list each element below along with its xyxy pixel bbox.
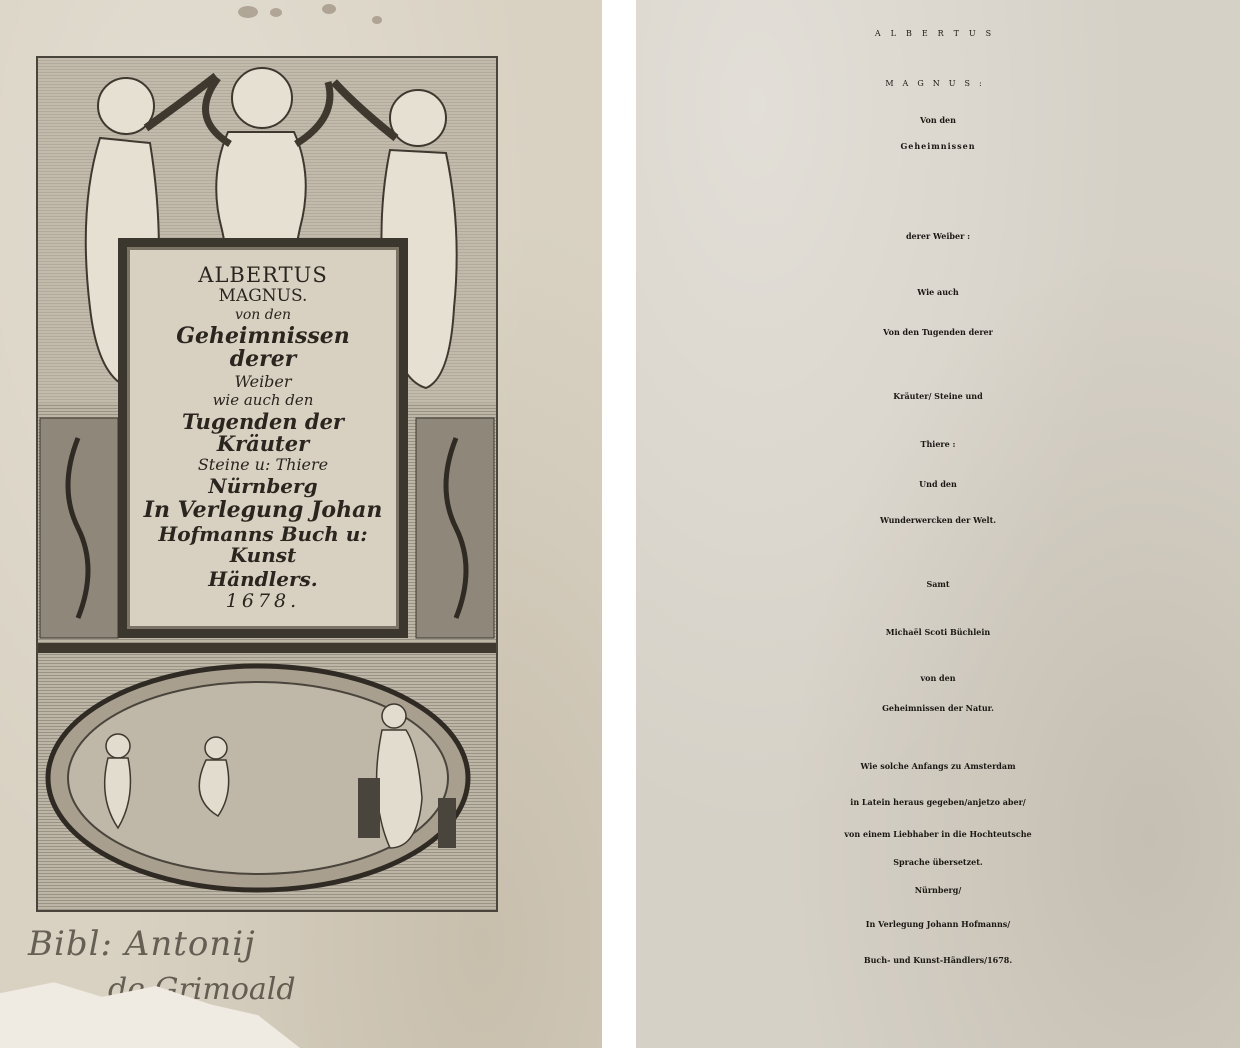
title-line: Und den <box>919 479 957 489</box>
title-line: Kräuter/ Steine und <box>893 391 983 401</box>
frontispiece-line: Nürnberg <box>208 473 318 498</box>
title-line: von einem Liebhaber in die Hochteutsche <box>844 829 1032 839</box>
ink-stain <box>270 8 282 17</box>
title-line-magnus: MAGNUS: <box>885 79 991 88</box>
ink-stain <box>238 6 258 18</box>
frontispiece-line: Steine u: Thiere <box>197 454 329 474</box>
frontispiece-line: wie auch den <box>212 390 314 409</box>
title-line: Von den <box>920 115 956 125</box>
title-line: von den <box>920 673 956 683</box>
frontispiece-title-panel <box>127 247 399 629</box>
inscription-line: Bibl: Antonij <box>28 924 256 964</box>
frontispiece-line: Händlers. <box>208 566 318 591</box>
title-page <box>636 0 1240 1048</box>
frontispiece-line: Tugenden der Kräuter <box>181 408 344 456</box>
title-line: Wie solche Anfangs zu Amsterdam <box>860 761 1016 771</box>
title-line-geheimnissen: Geheimnissen <box>900 141 976 151</box>
frontispiece-line: In Verlegung Johan <box>143 497 383 524</box>
title-line-wunderwercken: Wunderwercken der Welt. <box>879 515 997 525</box>
frontispiece-title-frame <box>118 238 408 638</box>
frontispiece-page <box>0 0 602 1048</box>
title-line-natur: Geheimnissen der Natur. <box>882 703 994 713</box>
title-line: derer Weiber : <box>905 231 971 241</box>
title-line: Samt <box>926 579 950 589</box>
frontispiece-line: MAGNUS. <box>218 286 308 307</box>
frontispiece-engraving <box>36 56 498 912</box>
frontispiece-line: ALBERTUS <box>198 263 328 287</box>
ink-stain <box>372 16 382 24</box>
title-line: Sprache übersetzet. <box>893 857 983 867</box>
title-line: Thiere : <box>920 439 956 449</box>
ink-stain <box>322 4 336 14</box>
frontispiece-line: von den <box>234 307 292 324</box>
title-line-albertus: ALBERTUS <box>874 29 1002 38</box>
frontispiece-line: Hofmanns Buch u: Kunst <box>158 522 368 568</box>
title-line: Von den Tugenden derer <box>883 327 993 337</box>
inscription-line: de Grimoald <box>108 972 296 1007</box>
title-line-place: Nürnberg/ <box>914 885 962 895</box>
frontispiece-line: 1678. <box>225 589 301 612</box>
title-line: Wie auch <box>917 287 959 297</box>
title-line: Michaël Scoti Büchlein <box>885 627 991 637</box>
frontispiece-line: Weiber <box>234 371 292 391</box>
title-line-publisher: In Verlegung Johann Hofmanns/ <box>865 919 1011 929</box>
title-line-imprint: Buch- und Kunst-Händlers/1678. <box>863 955 1013 965</box>
title-line: in Latein heraus gegeben/anjetzo aber/ <box>850 797 1026 807</box>
frontispiece-line: Geheimnissen derer <box>176 323 350 373</box>
